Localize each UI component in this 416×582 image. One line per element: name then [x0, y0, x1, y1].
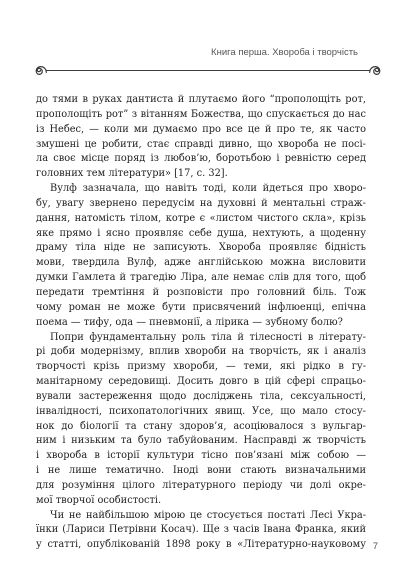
running-head: Книга перша. Хвороба і творчість: [211, 47, 358, 58]
text-line: вували застереження щодо досліджень тіла, сексуальності,: [36, 390, 366, 402]
text-line: мої творчої особистості.: [36, 494, 162, 506]
text-line: поема — тифу, ода — пневмонії, а лірика — зубному болю?: [36, 316, 343, 328]
spiral-ornament-rule: [30, 62, 386, 78]
text-line: рі доби модернізму, вплив хвороби на творчість, як і аналіз: [36, 346, 366, 358]
paragraph-3: [36, 331, 366, 509]
paragraph-4: [36, 509, 366, 554]
text-line: дання, натомість тілом, котре є «листом чистого скла», крізь: [36, 212, 366, 224]
text-line: і не лише тематично. Іноді вони стають визначальними: [36, 465, 366, 477]
text-line: із Небес, — коли ми думаємо про все це й про те, як часто: [36, 123, 366, 135]
text-line: мови, твердила Вулф, адже англійською можна висловити: [36, 257, 366, 269]
text-line: ла своє місце поряд із любов’ю, боротьбою і ревністю серед: [36, 153, 366, 165]
text-line: нок до біології та стану здоров’я, асоціювалося з вульгар-: [36, 420, 366, 432]
text-line: думки Гамлета й трагедію Ліра, але немає слів для того, щоб: [36, 272, 366, 284]
text-line: Чи не найбільшою мірою це стосується постаті Лесі Укра-: [50, 509, 366, 521]
text-line: манітарному середовищі. Досить довго в цій сфері спрацьо-: [36, 376, 366, 388]
text-line: і хвороба в історії культури тісно пов’язані між собою —: [36, 450, 366, 462]
text-line: ним і низьким та було табуйованим. Насправді ж творчість: [36, 435, 366, 447]
text-line: змушені це робити, стає справді дивно, що хвороба не посі-: [36, 138, 366, 150]
text-line: головних тем літератури» [17, с. 32].: [36, 168, 228, 180]
paragraph-2: [36, 182, 366, 330]
body-text: [36, 93, 366, 553]
text-line: драму тіла ніде не записують. Хвороба проявляє бідність: [36, 242, 366, 254]
text-line: творчості крізь призму хвороби, — теми, які рідко в гу-: [36, 361, 366, 373]
text-line: до тями в руках дантиста й плутаємо його “прополощіть рот,: [36, 94, 366, 105]
text-line: чому роман не може бути присвячений інфлюенці, епічна: [36, 301, 366, 313]
text-line: у статті, опублікованій 1898 року в «Літературно-науковому: [36, 539, 366, 551]
text-line: Вулф зазначала, що навіть тоді, коли йдеться про хворо-: [50, 183, 366, 195]
text-line: бу, увагу звернено передусім на духовні й ментальні страж-: [36, 197, 366, 209]
paragraph-1: [36, 93, 366, 182]
page-number: 7: [372, 541, 378, 552]
text-line: яке прямо і ясно проявляє себе душа, нехтують, а щоденну: [36, 227, 366, 239]
text-line: Попри фундаментальну роль тіла й тілесності в літерату-: [50, 331, 366, 343]
right-spiral-icon: [370, 67, 380, 75]
text-line: інвалідності, психопатологічних явищ. Усе, що мало стосу-: [36, 405, 366, 417]
text-line: їнки (Лариси Петрівни Косач). Ще з часів Івана Франка, який: [36, 524, 366, 536]
text-line: передати тремтіння й розповісти про головний біль. Тож: [36, 286, 366, 298]
left-spiral-icon: [36, 67, 46, 75]
text-line: для розуміння цілого літературного періоду чи долі окре-: [36, 479, 366, 491]
text-line: прополощіть рот” з вітанням Божества, що спускається до нас: [36, 108, 366, 120]
